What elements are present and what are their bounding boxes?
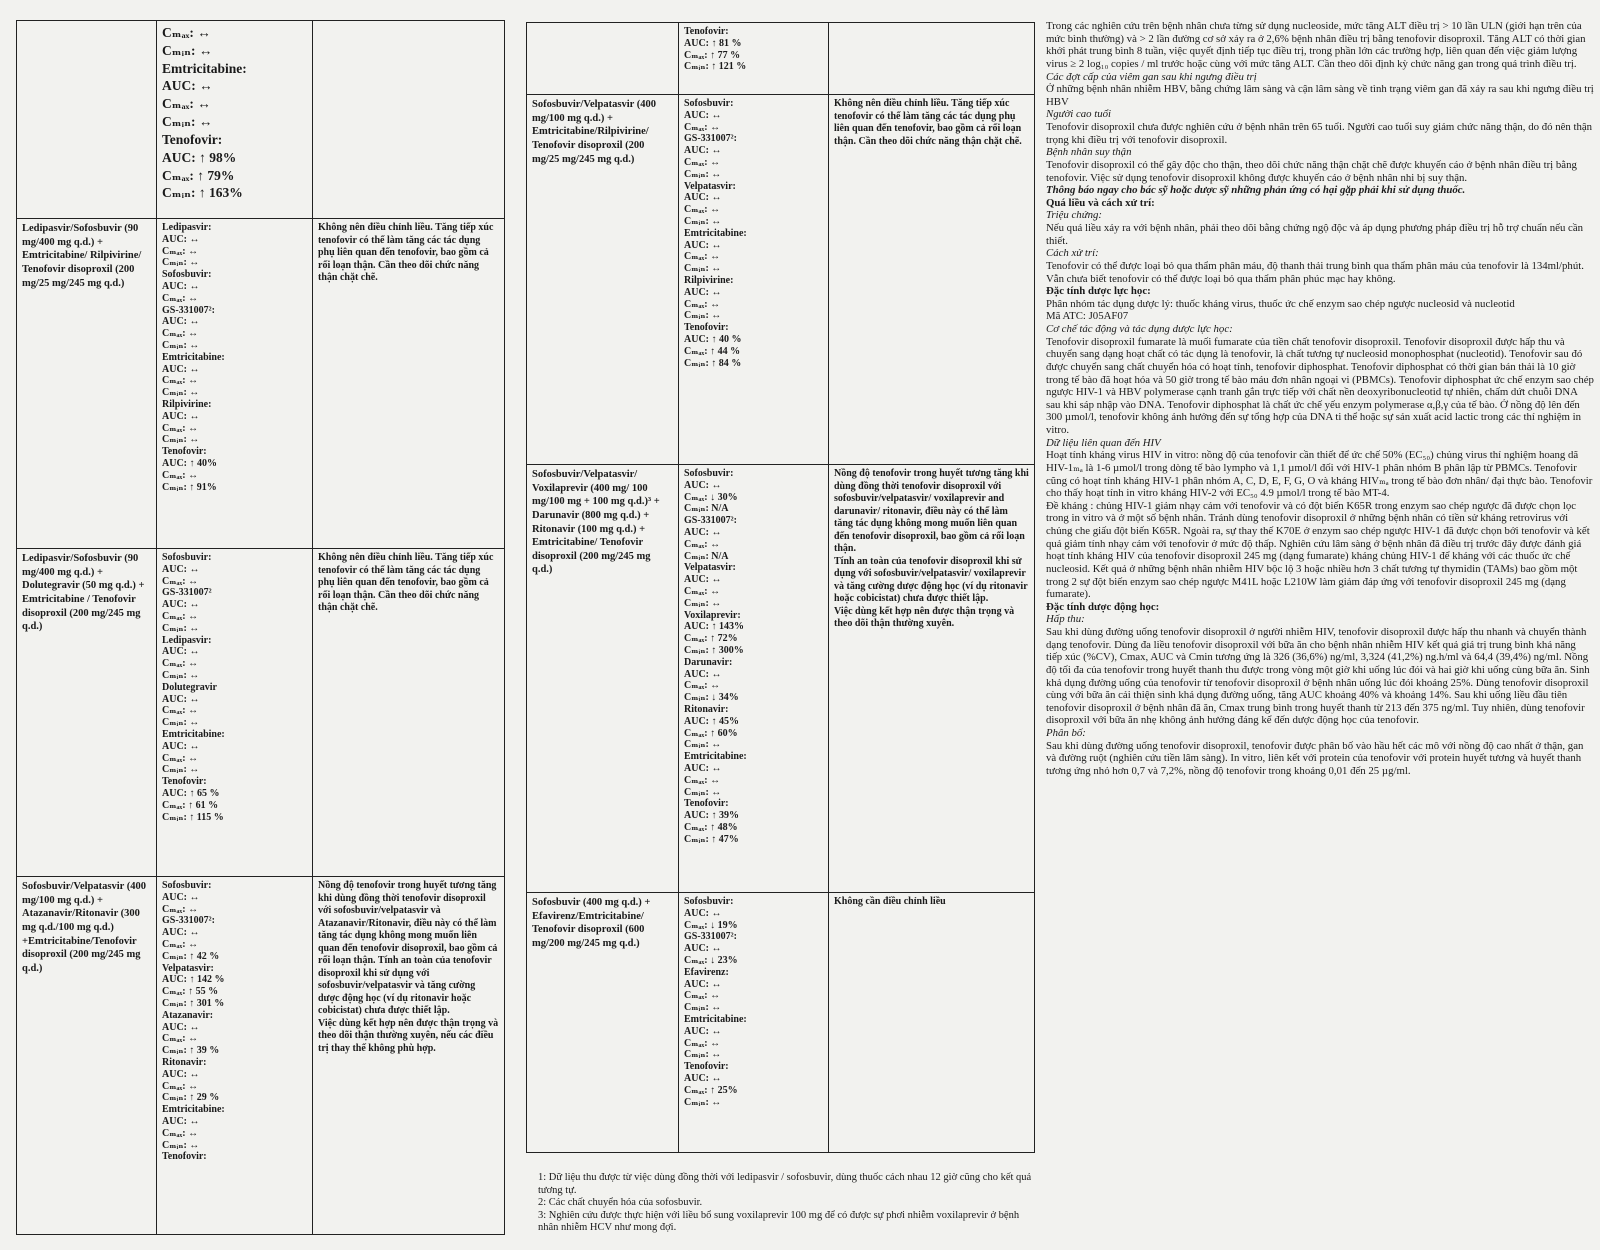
paragraph: Phân nhóm tác dụng dược lý: thuốc kháng virus, thuốc ức chế enzym sao chép ngược nucleosid và nucleotid [1046,297,1515,310]
recommendation-cell: Không cần điều chỉnh liều [829,893,1035,1153]
table-row [17,219,505,549]
recommendation-cell: Không nên điều chỉnh liều. Tăng tiếp xúc tenofovir có thể làm tăng các tác dụng phụ liên quan đến tenofovir, bao gồm cả rối loạn thận. Cần theo dõi chức năng thận chặt chẽ. [829,95,1035,465]
paragraph: Đề kháng : chủng HIV-1 giảm nhạy cảm với tenofovir và có đột biến K65R trong enzym sao chép ngược đã được chọn lọc trong in vitro và ở một số bệnh nhân. Tránh dùng tenofovir disoproxil ở những bệnh nhân có tiền sử kháng retrovirus với chủng che giấu đột biến K65R. Ngoài ra, sự thay thế K70E ở enzym sao chép ngược HIV-1 đã được chọn bởi tenofovir và kết quả giảm tính nhạy cảm với tenofovir ở mức độ thấp. Nghiên cứu lâm sàng ở bệnh nhân đã điều trị trước đây được đánh giá hoạt tính kháng HIV của tenofovir disoproxil 245 mg (dạng fumarate) kháng chủng HIV-1 để kháng với các thuốc ức chế nucleosid. Kết quả ở những bệnh nhân nhiễm HIV bộc lộ 3 hoặc nhiều hơn 3 chất tương tự thymidin (TAMs) bao gồm một trong 2 sự đột biến enzym sao chép ngược M41L hoặc L210W làm giảm đáp ứng với tenofovir disoproxil 245 mg (dạng fumarate). [1046,499,1590,601]
subsection-heading: Triệu chứng: [1046,209,1102,222]
pk-cell: Sofosbuvir: AUC: ↔ Cₘₐₓ: ↓ 19% GS-331007²: AUC: ↔ Cₘₐₓ: ↓ 23% Efavirenz: AUC: ↔ Cₘₐₓ: ↔ Cₘᵢₙ: ↔ Emtricitabine: AUC: ↔ Cₘₐₓ: ↔ Cₘᵢₙ: ↔ Tenofovir: AUC: ↔ Cₘₐₓ: ↑ 25% Cₘᵢₙ: ↔ [679,893,829,1153]
paragraph: Mã ATC: J05AF07 [1046,310,1129,323]
paragraph: Tenofovir disoproxil chưa được nghiên cứu ở bệnh nhân trên 65 tuổi. Người cao tuổi suy giảm chức năng thận, do đó nên thận trọng khi điều trị với tenofovir disoproxil. [1046,121,1593,146]
paragraph: Sau khi dùng đường uống tenofovir disoproxil, tenofovir được phân bố vào hầu hết các mô với nồng độ cao nhất ở thận, gan và đường ruột (nghiên cứu tiền lâm sàng). In vitro, liên kết với protein của tenofovir với protein huyết tương và huyết thanh tương ứng nhỏ hơn 0,7 và 7,2%, nồng độ tenofovir trong khoảng 0,01 đến 25 µg/ml. [1046,739,1584,777]
table-row [527,465,1035,893]
table-row [527,23,1035,95]
table-row [527,95,1035,465]
footnotes [538,1172,1038,1235]
subsection-heading: Cách xử trí: [1046,247,1099,260]
drug-cell: Sofosbuvir/Velpatasvir (400 mg/100 mg q.d.) + Emtricitabine/Rilpivirine/ Tenofovir disoproxil (200 mg/25 mg/245 mg q.d.) [527,95,679,465]
paragraph: Tenofovir có thể được loại bỏ qua thẩm phân máu, độ thanh thải trung bình qua thẩm phân máu của tenofovir là 134ml/phút. Vẫn chưa biết tenofovir có thể được loại bỏ qua thẩm phân phúc mạc hay không. [1046,259,1584,285]
paragraph: Trong các nghiên cứu trên bệnh nhân chưa từng sử dụng nucleoside, mức tăng ALT điều trị > 10 lần ULN (giới hạn trên của mức bình thường) và > 2 lần đường cơ sở xảy ra ở 2,6% bệnh nhân điều trị bằng tenofovir disoproxil. Tăng ALT có thời gian khởi phát trung bình 8 tuần, việc quyết định tiếp tục điều trị, trong phần lớn các trường hợp, liên quan đến việc giảm lượng virus ≥ 2 log₁₀ copies / ml trước hoặc cùng với mức tăng ALT. Cần theo dõi định kỳ chức năng gan trong quá trình điều trị. [1046,20,1586,70]
paragraph: Thông báo ngay cho bác sỹ hoặc dược sỹ những phản ứng có hại gặp phải khi sử dụng thuốc. [1046,184,1466,197]
paragraph: Tenofovir disoproxil có thể gây độc cho thận, theo dõi chức năng thận chặt chẽ được khuyến cáo ở bệnh nhân điều trị bằng tenofovir. Việc sử dụng tenofovir disoproxil không được khuyến cáo ở bệnh nhân nhi bị suy thận. [1046,158,1577,184]
recommendation-cell: Nồng độ tenofovir trong huyết tương tăng khi dùng đồng thời tenofovir disoproxil với sofosbuvir/velpatasvir/ voxilaprevir and darunavir/ ritonavir, điều này có thể làm tăng tác dụng không mong muốn liên quan đến tenofovir disoproxil, bao gồm cả rối loạn thận. Tính an toàn của tenofovir disoproxil khi sử dụng với sofosbuvir/velpatasvir/ voxilaprevir và tăng cường dược động học (ví dụ ritonavir hoặc cobicistat) chưa được thiết lập. Việc dùng kết hợp nên được thận trọng và theo dõi thận thường xuyên. [829,465,1035,893]
table-row [17,549,505,877]
pk-cell: Sofosbuvir: AUC: ↔ Cₘₐₓ: ↓ 30% Cₘᵢₙ: N/A GS-331007²: AUC: ↔ Cₘₐₓ: ↔ Cₘᵢₙ: N/A Velpatasvir: AUC: ↔ Cₘₐₓ: ↔ Cₘᵢₙ: ↔ Voxilaprevir: AUC: ↑ 143% Cₘₐₓ: ↑ 72% Cₘᵢₙ: ↑ 300% Darunavir: AUC: ↔ Cₘₐₓ: ↔ Cₘᵢₙ: ↓ 34% Ritonavir: AUC: ↑ 45% Cₘₐₓ: ↑ 60% Cₘᵢₙ: ↔ Emtricitabine: AUC: ↔ Cₘₐₓ: ↔ Cₘᵢₙ: ↔ Tenofovir: AUC: ↑ 39% Cₘₐₓ: ↑ 48% Cₘᵢₙ: ↑ 47% [679,465,829,893]
paragraph: Ở những bệnh nhân nhiễm HBV, bằng chứng lâm sàng và cận lâm sàng về tình trạng viêm gan đã xảy ra sau khi ngưng điều trị HBV [1046,83,1594,108]
pk-cell: Sofosbuvir: AUC: ↔ Cₘₐₓ: ↔ GS-331007² AUC: ↔ Cₘₐₓ: ↔ Cₘᵢₙ: ↔ Ledipasvir: AUC: ↔ Cₘₐₓ: ↔ Cₘᵢₙ: ↔ Dolutegravir AUC: ↔ Cₘₐₓ: ↔ Cₘᵢₙ: ↔ Emtricitabine: AUC: ↔ Cₘₐₓ: ↔ Cₘᵢₙ: ↔ Tenofovir: AUC: ↑ 65 % Cₘₐₓ: ↑ 61 % Cₘᵢₙ: ↑ 115 % [157,549,313,877]
pk-cell: Sofosbuvir: AUC: ↔ Cₘₐₓ: ↔ GS-331007²: AUC: ↔ Cₘₐₓ: ↔ Cₘᵢₙ: ↔ Velpatasvir: AUC: ↔ Cₘₐₓ: ↔ Cₘᵢₙ: ↔ Emtricitabine: AUC: ↔ Cₘₐₓ: ↔ Cₘᵢₙ: ↔ Rilpivirine: AUC: ↔ Cₘₐₓ: ↔ Cₘᵢₙ: ↔ Tenofovir: AUC: ↑ 40 % Cₘₐₓ: ↑ 44 % Cₘᵢₙ: ↑ 84 % [679,95,829,465]
pk-cell: Sofosbuvir: AUC: ↔ Cₘₐₓ: ↔ GS-331007²: AUC: ↔ Cₘₐₓ: ↔ Cₘᵢₙ: ↑ 42 % Velpatasvir: AUC: ↑ 142 % Cₘₐₓ: ↑ 55 % Cₘᵢₙ: ↑ 301 % Atazanavir: AUC: ↔ Cₘₐₓ: ↔ Cₘᵢₙ: ↑ 39 % Ritonavir: AUC: ↔ Cₘₐₓ: ↔ Cₘᵢₙ: ↑ 29 % Emtricitabine: AUC: ↔ Cₘₐₓ: ↔ Cₘᵢₙ: ↔ Tenofovir: [157,877,313,1235]
paragraph: Tenofovir disoproxil fumarate là muối fumarate của tiền chất tenofovir disoproxil. Tenofovir disoproxil được hấp thu và chuyển sang dạng hoạt chất có tác dụng là tenofovir, là chất tương tự nucleosid monophosphat (nucleotid). Tenofovir sau đó được chuyển sang chất chuyển hóa có hoạt tính, tenofovir diphosphat. Tenofovir diphosphat có thời gian bán thải là 10 giờ trong tế bào đã hoạt hóa và 50 giờ trong tế bào máu đơn nhân ngoại vi (PBMCs). Tenofovir diphosphat ức chế enzym sao chép ngược HIV-1 và HBV polymerase cạnh tranh gắn trực tiếp với chất nền deoxyribonucleotid tự nhiên, chấm dứt chuỗi DNA sau khi sáp nhập vào DNA. Tenofovir diphosphat là chất ức chế yếu enzym polymerase α,β,γ của tế bào. Ở nồng độ lên đến 300 µmol/l, tenofovir không ảnh hưởng đến sự tổng hợp của DNA ti thể hoặc sự sản xuất acid lactic trong các thí nghiệm in vitro. [1046,335,1594,436]
drug-cell [527,23,679,95]
recommendation-cell: Nồng độ tenofovir trong huyết tương tăng khi dùng đồng thời tenofovir disoproxil với sofosbuvir/velpatasvir và Atazanavir/Ritonavir, điều này có thể làm tăng tác dụng không mong muốn liên quan đến tenofovir disoproxil, bao gồm cả rối loạn thận. Tính an toàn của tenofovir disoproxil khi sử dụng với sofosbuvir/velpatasvir và tăng cường dược động học (ví dụ ritonavir hoặc cobicistat) chưa được thiết lập. Việc dùng kết hợp nên được thận trọng và theo dõi thận thường xuyên, nếu các điều trị thay thế không phù hợp. [313,877,505,1235]
table-row [527,893,1035,1153]
recommendation-cell: Không nên điều chỉnh liều. Tăng tiếp xúc tenofovir có thể làm tăng các tác dụng phụ liên quan đến tenofovir, bao gồm cả rối loạn thận. Cần theo dõi chức năng thận chặt chẽ. [313,219,505,549]
pk-cell: Tenofovir: AUC: ↑ 81 % Cₘₐₓ: ↑ 77 % Cₘᵢₙ: ↑ 121 % [679,23,829,95]
subsection-heading: Các đợt cấp của viêm gan sau khi ngưng điều trị [1046,70,1257,83]
drug-cell: Sofosbuvir (400 mg q.d.) + Efavirenz/Emtricitabine/ Tenofovir disoproxil (600 mg/200 mg/245 mg q.d.) [527,893,679,1153]
pk-cell: Cₘₐₓ: ↔ Cₘᵢₙ: ↔ Emtricitabine: AUC: ↔ Cₘₐₓ: ↔ Cₘᵢₙ: ↔ Tenofovir: AUC: ↑ 98% Cₘₐₓ: ↑ 79% Cₘᵢₙ: ↑ 163% [157,21,313,219]
drug-cell: Ledipasvir/Sofosbuvir (90 mg/400 mg q.d.) + Dolutegravir (50 mg q.d.) + Emtricitabine / Tenofovir disoproxil (200 mg/245 mg q.d.) [17,549,157,877]
drug-cell [17,21,157,219]
recommendation-cell [313,21,505,219]
subsection-heading: Hấp thu: [1046,613,1085,626]
subsection-heading: Bệnh nhân suy thận [1046,146,1132,159]
subsection-heading: Phân bố: [1046,727,1086,739]
paragraph: Sau khi dùng đường uống tenofovir disoproxil ở người nhiễm HIV, tenofovir disoproxil được hấp thu nhanh và chuyển thành dạng tenofovir. Dùng đa liều tenofovir disoproxil với bữa ăn cho bệnh nhân nhiễm HIV kết quả giá trị trung bình khả năng tiếp xúc (%CV), Cmax, AUC và Cmin tương ứng là 326 (36,6%) ng/ml, 3,324 (41,2%) ng.h/ml và 64,4 (39,4%) ng/ml. Nồng độ tối đa của tenofovir trong huyết thanh thu được trong vòng một giờ khi uống lúc đói và hai giờ khi uống cùng bữa ăn. Sinh khả dụng đường uống của tenofovir từ tenofovir disoproxil ở bệnh nhân uống lúc đói khoảng 25%. Dùng tenofovir disoproxil cùng với bữa ăn cải thiện sinh khả dụng đường uống, tăng AUC khoảng 40% và khoảng 14%. Sau khi uống liều đầu tiên tenofovir disoproxil ở bệnh nhân đã ăn, Cmax trung bình trong huyết thanh từ 213 đến 375 ng/ml. Tuy nhiên, dùng tenofovir disoproxil với bữa ăn nhẹ không ảnh hưởng đáng kể đến dược động học của tenofovir. [1046,626,1590,727]
paragraph: Hoạt tính kháng virus HIV in vitro: nồng độ của tenofovir cần thiết để ức chế 50% (EC₅₀) chủng virus thí nghiệm hoang dã HIV-1ₘₐ là 1-6 µmol/l trong dòng tế bào lympho và 1,1 µmol/l đối với HIV-1 phân nhóm B phân lập từ PBMCs. Tenofovir cũng có hoạt tính kháng HIV-1 phân nhóm A, C, D, E, F, G, O và kháng HIVₘₐ trong tế bào đơn nhân/ đại thực bào. Tenofovir cho thấy hoạt tính in vitro kháng HIV-2 với EC₅₀ 4.9 µmol/l trong tế bào MT-4. [1046,449,1593,500]
paragraph: Nếu quá liều xảy ra với bệnh nhân, phải theo dõi bằng chứng ngộ độc và áp dụng phương pháp điều trị hỗ trợ chuẩn nếu cần thiết. [1046,222,1584,247]
recommendation-cell: Không nên điều chỉnh liều. Tăng tiếp xúc tenofovir có thể làm tăng các tác dụng phụ liên quan đến tenofovir, bao gồm cả rối loạn thận. Cần theo dõi chức năng thận chặt chẽ. [313,549,505,877]
pk-cell: Ledipasvir: AUC: ↔ Cₘₐₓ: ↔ Cₘᵢₙ: ↔ Sofosbuvir: AUC: ↔ Cₘₐₓ: ↔ GS-331007²: AUC: ↔ Cₘₐₓ: ↔ Cₘᵢₙ: ↔ Emtricitabine: AUC: ↔ Cₘₐₓ: ↔ Cₘᵢₙ: ↔ Rilpivirine: AUC: ↔ Cₘₐₓ: ↔ Cₘᵢₙ: ↔ Tenofovir: AUC: ↑ 40% Cₘₐₓ: ↔ Cₘᵢₙ: ↑ 91% [157,219,313,549]
footnote: 3: Nghiên cứu được thực hiện với liều bổ sung voxilaprevir 100 mg để có được sự phơi nhiễm voxilaprevir ở bệnh nhân nhiễm HCV như mong đợi. [538,1209,1020,1234]
table-row [17,877,505,1235]
section-heading: Đặc tính dược động học: [1046,600,1160,613]
table-row [17,21,505,219]
interaction-table-right [526,22,1035,1153]
section-heading: Đặc tính dược lực học: [1046,285,1151,298]
drug-cell: Ledipasvir/Sofosbuvir (90 mg/400 mg q.d.) + Emtricitabine/ Rilpivirine/ Tenofovir disoproxil (200 mg/25 mg/245 mg q.d.) [17,219,157,549]
interaction-table-left [16,20,505,1235]
drug-cell: Sofosbuvir/Velpatasvir/ Voxilaprevir (400 mg/ 100 mg/100 mg + 100 mg q.d.)³ + Darunavir (800 mg q.d.) + Ritonavir (100 mg q.d.) + Emtricitabine/ Tenofovir disoproxil (200 mg/245 mg q.d.) [527,465,679,893]
subsection-heading: Cơ chế tác động và tác dụng dược lực học: [1046,323,1233,335]
right-text-column [1046,20,1594,778]
footnote: 2: Các chất chuyển hóa của sofosbuvir. [538,1197,703,1209]
section-heading: Quá liều và cách xử trí: [1046,196,1155,209]
footnote: 1: Dữ liệu thu được từ việc dùng đồng thời với ledipasvir / sofosbuvir, dùng thuốc cách nhau 12 giờ cũng cho kết quả tương tự. [538,1172,1032,1196]
drug-cell: Sofosbuvir/Velpatasvir (400 mg/100 mg q.d.) + Atazanavir/Ritonavir (300 mg q.d./100 mg q.d.) +Emtricitabine/Tenofovir disoproxil (200 mg/245 mg q.d.) [17,877,157,1235]
subsection-heading: Dữ liệu liên quan đến HIV [1046,436,1161,449]
recommendation-cell [829,23,1035,95]
subsection-heading: Người cao tuổi [1046,108,1112,121]
